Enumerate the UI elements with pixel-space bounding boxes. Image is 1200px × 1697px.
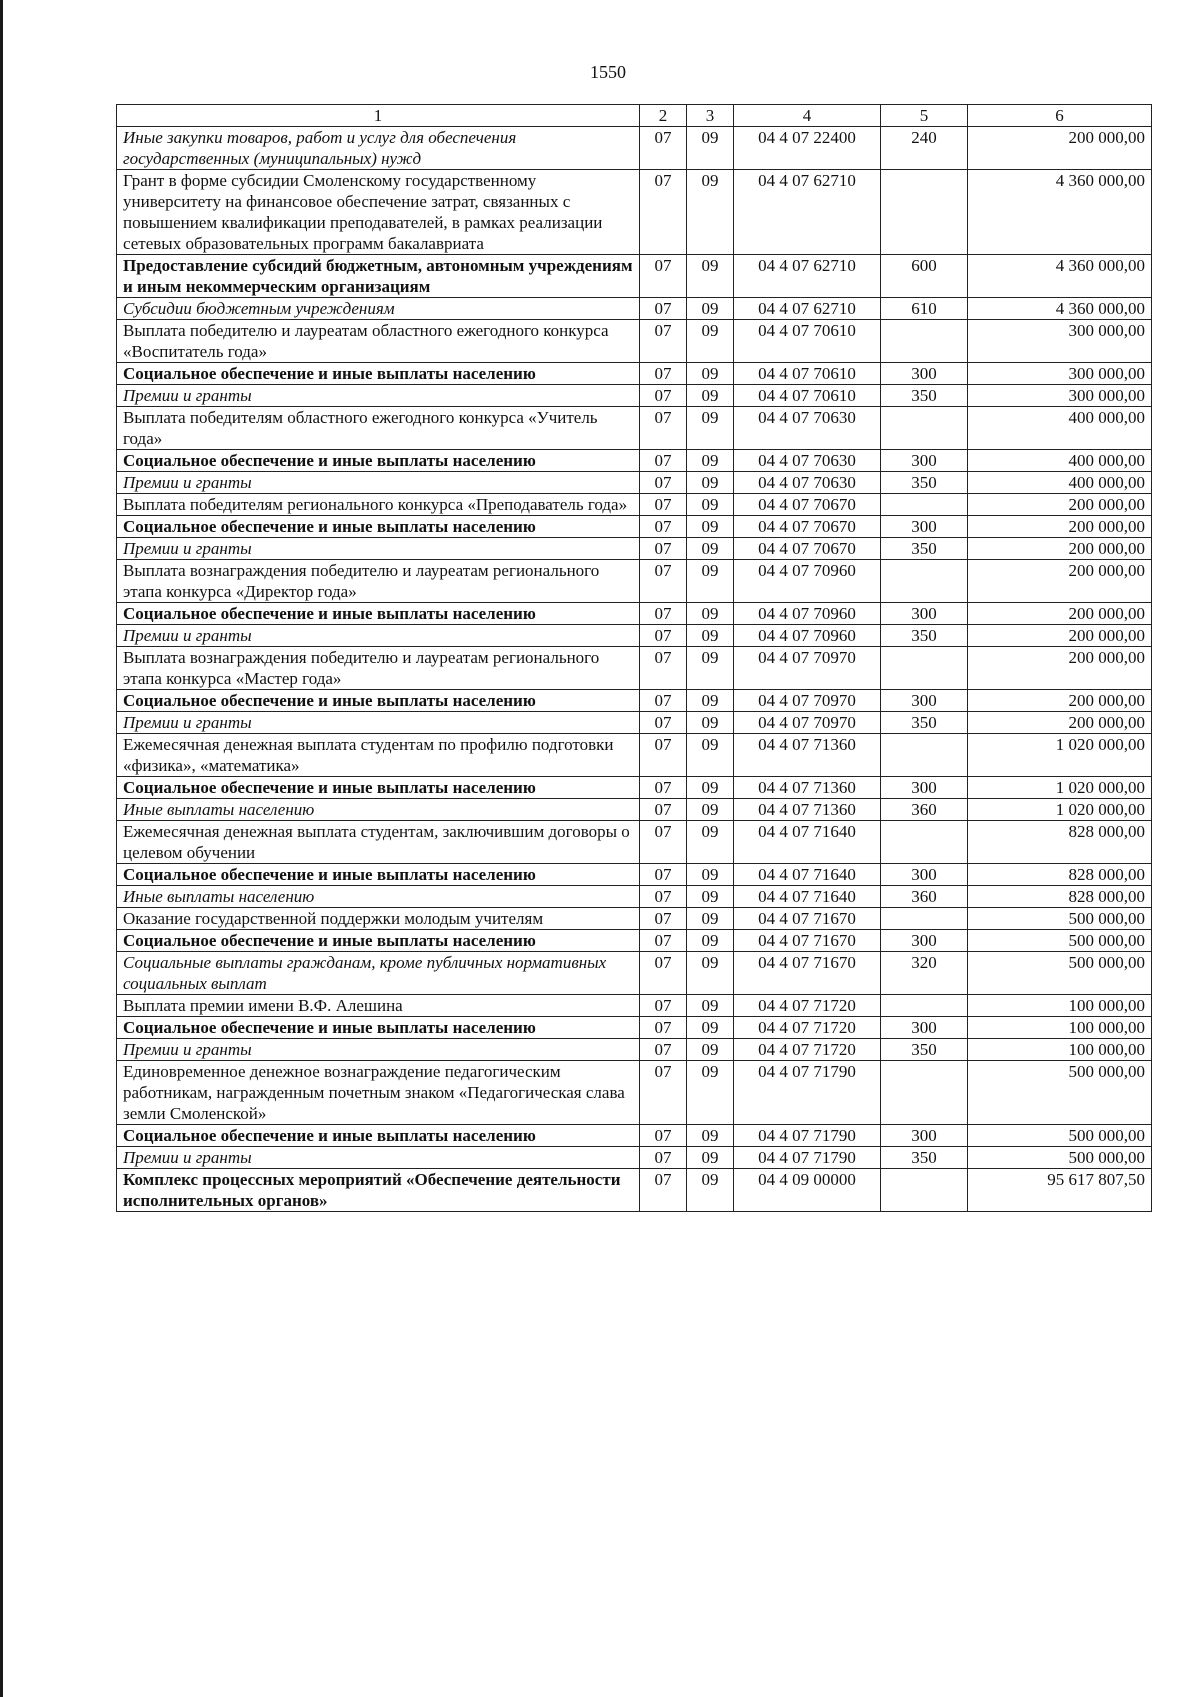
amount-cell: 500 000,00 bbox=[968, 908, 1152, 930]
table-row bbox=[117, 255, 1152, 298]
expense-type-cell: 240 bbox=[881, 127, 968, 170]
table-row bbox=[117, 777, 1152, 799]
amount-cell: 100 000,00 bbox=[968, 995, 1152, 1017]
expense-type-cell bbox=[881, 1169, 968, 1212]
row-name-cell: Выплата премии имени В.Ф. Алешина bbox=[117, 995, 640, 1017]
expense-type-cell bbox=[881, 320, 968, 363]
target-article-cell: 04 4 07 62710 bbox=[734, 298, 881, 320]
target-article-cell: 04 4 07 70960 bbox=[734, 625, 881, 647]
amount-cell: 200 000,00 bbox=[968, 603, 1152, 625]
table-row bbox=[117, 450, 1152, 472]
row-name-cell: Выплата победителю и лауреатам областного ежегодного конкурса «Воспитатель года» bbox=[117, 320, 640, 363]
amount-cell: 300 000,00 bbox=[968, 320, 1152, 363]
row-name-cell: Выплата вознаграждения победителю и лауреатам регионального этапа конкурса «Мастер года» bbox=[117, 647, 640, 690]
target-article-cell: 04 4 07 71670 bbox=[734, 952, 881, 995]
section-code-cell: 07 bbox=[640, 712, 687, 734]
target-article-cell: 04 4 09 00000 bbox=[734, 1169, 881, 1212]
subsection-code-cell: 09 bbox=[687, 363, 734, 385]
table-row bbox=[117, 1061, 1152, 1125]
table-row bbox=[117, 886, 1152, 908]
scan-edge bbox=[0, 0, 3, 1697]
row-name-cell: Социальное обеспечение и иные выплаты населению bbox=[117, 603, 640, 625]
subsection-code-cell: 09 bbox=[687, 886, 734, 908]
header-cell: 3 bbox=[687, 105, 734, 127]
amount-cell: 200 000,00 bbox=[968, 560, 1152, 603]
row-name-cell: Премии и гранты bbox=[117, 538, 640, 560]
expense-type-cell: 350 bbox=[881, 625, 968, 647]
table-row bbox=[117, 494, 1152, 516]
section-code-cell: 07 bbox=[640, 538, 687, 560]
table-row bbox=[117, 516, 1152, 538]
amount-cell: 200 000,00 bbox=[968, 516, 1152, 538]
subsection-code-cell: 09 bbox=[687, 995, 734, 1017]
subsection-code-cell: 09 bbox=[687, 777, 734, 799]
section-code-cell: 07 bbox=[640, 647, 687, 690]
section-code-cell: 07 bbox=[640, 363, 687, 385]
target-article-cell: 04 4 07 70670 bbox=[734, 494, 881, 516]
table-row bbox=[117, 320, 1152, 363]
table-row bbox=[117, 1017, 1152, 1039]
row-name-cell: Ежемесячная денежная выплата студентам, заключившим договоры о целевом обучении bbox=[117, 821, 640, 864]
target-article-cell: 04 4 07 71790 bbox=[734, 1125, 881, 1147]
amount-cell: 500 000,00 bbox=[968, 1147, 1152, 1169]
target-article-cell: 04 4 07 70630 bbox=[734, 472, 881, 494]
expense-type-cell: 610 bbox=[881, 298, 968, 320]
subsection-code-cell: 09 bbox=[687, 603, 734, 625]
target-article-cell: 04 4 07 70630 bbox=[734, 450, 881, 472]
target-article-cell: 04 4 07 71640 bbox=[734, 821, 881, 864]
amount-cell: 400 000,00 bbox=[968, 450, 1152, 472]
row-name-cell: Премии и гранты bbox=[117, 472, 640, 494]
expense-type-cell: 300 bbox=[881, 516, 968, 538]
table-row bbox=[117, 560, 1152, 603]
section-code-cell: 07 bbox=[640, 320, 687, 363]
expense-type-cell: 350 bbox=[881, 1147, 968, 1169]
subsection-code-cell: 09 bbox=[687, 821, 734, 864]
table-row bbox=[117, 1039, 1152, 1061]
expense-type-cell: 350 bbox=[881, 472, 968, 494]
amount-cell: 95 617 807,50 bbox=[968, 1169, 1152, 1212]
section-code-cell: 07 bbox=[640, 886, 687, 908]
table-row bbox=[117, 1169, 1152, 1212]
target-article-cell: 04 4 07 71720 bbox=[734, 995, 881, 1017]
subsection-code-cell: 09 bbox=[687, 407, 734, 450]
row-name-cell: Социальное обеспечение и иные выплаты населению bbox=[117, 1017, 640, 1039]
table-row bbox=[117, 603, 1152, 625]
subsection-code-cell: 09 bbox=[687, 734, 734, 777]
header-cell: 1 bbox=[117, 105, 640, 127]
amount-cell: 200 000,00 bbox=[968, 538, 1152, 560]
header-cell: 4 bbox=[734, 105, 881, 127]
target-article-cell: 04 4 07 71720 bbox=[734, 1017, 881, 1039]
subsection-code-cell: 09 bbox=[687, 908, 734, 930]
table-row bbox=[117, 821, 1152, 864]
table-header-row bbox=[117, 105, 1152, 127]
subsection-code-cell: 09 bbox=[687, 516, 734, 538]
subsection-code-cell: 09 bbox=[687, 712, 734, 734]
table-row bbox=[117, 407, 1152, 450]
expense-type-cell bbox=[881, 407, 968, 450]
amount-cell: 100 000,00 bbox=[968, 1017, 1152, 1039]
table-row bbox=[117, 1147, 1152, 1169]
section-code-cell: 07 bbox=[640, 799, 687, 821]
section-code-cell: 07 bbox=[640, 1147, 687, 1169]
expense-type-cell: 300 bbox=[881, 690, 968, 712]
expense-type-cell: 300 bbox=[881, 864, 968, 886]
subsection-code-cell: 09 bbox=[687, 538, 734, 560]
row-name-cell: Социальное обеспечение и иные выплаты населению bbox=[117, 930, 640, 952]
row-name-cell: Грант в форме субсидии Смоленскому государственному университету на финансовое обеспечение затрат, связанных с повышением квалификации преподавателей, в рамках реализации сетевых образовательных программ бакалавриата bbox=[117, 170, 640, 255]
target-article-cell: 04 4 07 71360 bbox=[734, 734, 881, 777]
target-article-cell: 04 4 07 71640 bbox=[734, 886, 881, 908]
table-row bbox=[117, 127, 1152, 170]
expense-type-cell: 360 bbox=[881, 886, 968, 908]
table-body bbox=[117, 105, 1152, 1212]
expense-type-cell bbox=[881, 908, 968, 930]
amount-cell: 200 000,00 bbox=[968, 712, 1152, 734]
subsection-code-cell: 09 bbox=[687, 1147, 734, 1169]
section-code-cell: 07 bbox=[640, 952, 687, 995]
amount-cell: 828 000,00 bbox=[968, 821, 1152, 864]
table-row bbox=[117, 538, 1152, 560]
amount-cell: 200 000,00 bbox=[968, 690, 1152, 712]
subsection-code-cell: 09 bbox=[687, 1039, 734, 1061]
target-article-cell: 04 4 07 70970 bbox=[734, 647, 881, 690]
target-article-cell: 04 4 07 71360 bbox=[734, 799, 881, 821]
subsection-code-cell: 09 bbox=[687, 625, 734, 647]
row-name-cell: Социальные выплаты гражданам, кроме публичных нормативных социальных выплат bbox=[117, 952, 640, 995]
section-code-cell: 07 bbox=[640, 385, 687, 407]
expense-type-cell: 300 bbox=[881, 1017, 968, 1039]
table-row bbox=[117, 712, 1152, 734]
section-code-cell: 07 bbox=[640, 734, 687, 777]
table-row bbox=[117, 472, 1152, 494]
section-code-cell: 07 bbox=[640, 995, 687, 1017]
amount-cell: 1 020 000,00 bbox=[968, 734, 1152, 777]
subsection-code-cell: 09 bbox=[687, 690, 734, 712]
row-name-cell: Субсидии бюджетным учреждениям bbox=[117, 298, 640, 320]
section-code-cell: 07 bbox=[640, 560, 687, 603]
row-name-cell: Социальное обеспечение и иные выплаты населению bbox=[117, 450, 640, 472]
row-name-cell: Социальное обеспечение и иные выплаты населению bbox=[117, 777, 640, 799]
subsection-code-cell: 09 bbox=[687, 472, 734, 494]
expense-type-cell bbox=[881, 647, 968, 690]
subsection-code-cell: 09 bbox=[687, 255, 734, 298]
amount-cell: 200 000,00 bbox=[968, 647, 1152, 690]
expense-type-cell: 350 bbox=[881, 385, 968, 407]
amount-cell: 400 000,00 bbox=[968, 472, 1152, 494]
section-code-cell: 07 bbox=[640, 450, 687, 472]
target-article-cell: 04 4 07 70610 bbox=[734, 320, 881, 363]
section-code-cell: 07 bbox=[640, 516, 687, 538]
row-name-cell: Оказание государственной поддержки молодым учителям bbox=[117, 908, 640, 930]
row-name-cell: Социальное обеспечение и иные выплаты населению bbox=[117, 1125, 640, 1147]
expense-type-cell bbox=[881, 995, 968, 1017]
row-name-cell: Выплата вознаграждения победителю и лауреатам регионального этапа конкурса «Директор года» bbox=[117, 560, 640, 603]
expense-type-cell: 300 bbox=[881, 930, 968, 952]
target-article-cell: 04 4 07 70670 bbox=[734, 538, 881, 560]
amount-cell: 4 360 000,00 bbox=[968, 298, 1152, 320]
header-cell: 5 bbox=[881, 105, 968, 127]
amount-cell: 200 000,00 bbox=[968, 494, 1152, 516]
amount-cell: 400 000,00 bbox=[968, 407, 1152, 450]
table-row bbox=[117, 864, 1152, 886]
row-name-cell: Социальное обеспечение и иные выплаты населению bbox=[117, 516, 640, 538]
subsection-code-cell: 09 bbox=[687, 1125, 734, 1147]
amount-cell: 200 000,00 bbox=[968, 127, 1152, 170]
amount-cell: 500 000,00 bbox=[968, 952, 1152, 995]
target-article-cell: 04 4 07 62710 bbox=[734, 255, 881, 298]
section-code-cell: 07 bbox=[640, 407, 687, 450]
section-code-cell: 07 bbox=[640, 1017, 687, 1039]
target-article-cell: 04 4 07 62710 bbox=[734, 170, 881, 255]
row-name-cell: Социальное обеспечение и иные выплаты населению bbox=[117, 864, 640, 886]
row-name-cell: Премии и гранты bbox=[117, 385, 640, 407]
subsection-code-cell: 09 bbox=[687, 1169, 734, 1212]
row-name-cell: Иные выплаты населению bbox=[117, 799, 640, 821]
target-article-cell: 04 4 07 71790 bbox=[734, 1061, 881, 1125]
row-name-cell: Иные закупки товаров, работ и услуг для обеспечения государственных (муниципальных) нужд bbox=[117, 127, 640, 170]
amount-cell: 4 360 000,00 bbox=[968, 255, 1152, 298]
section-code-cell: 07 bbox=[640, 127, 687, 170]
expense-type-cell: 350 bbox=[881, 1039, 968, 1061]
section-code-cell: 07 bbox=[640, 625, 687, 647]
expense-type-cell bbox=[881, 494, 968, 516]
section-code-cell: 07 bbox=[640, 1061, 687, 1125]
table-row bbox=[117, 734, 1152, 777]
expense-type-cell: 320 bbox=[881, 952, 968, 995]
section-code-cell: 07 bbox=[640, 1125, 687, 1147]
subsection-code-cell: 09 bbox=[687, 1061, 734, 1125]
table-row bbox=[117, 625, 1152, 647]
row-name-cell: Премии и гранты bbox=[117, 1147, 640, 1169]
table-row bbox=[117, 799, 1152, 821]
expense-type-cell: 300 bbox=[881, 363, 968, 385]
section-code-cell: 07 bbox=[640, 821, 687, 864]
amount-cell: 828 000,00 bbox=[968, 864, 1152, 886]
row-name-cell: Иные выплаты населению bbox=[117, 886, 640, 908]
amount-cell: 1 020 000,00 bbox=[968, 799, 1152, 821]
expense-type-cell: 300 bbox=[881, 603, 968, 625]
table-row bbox=[117, 1125, 1152, 1147]
subsection-code-cell: 09 bbox=[687, 298, 734, 320]
budget-table bbox=[116, 104, 1152, 1212]
header-cell: 6 bbox=[968, 105, 1152, 127]
target-article-cell: 04 4 07 70670 bbox=[734, 516, 881, 538]
section-code-cell: 07 bbox=[640, 472, 687, 494]
section-code-cell: 07 bbox=[640, 255, 687, 298]
target-article-cell: 04 4 07 70960 bbox=[734, 603, 881, 625]
table-row bbox=[117, 908, 1152, 930]
section-code-cell: 07 bbox=[640, 930, 687, 952]
row-name-cell: Премии и гранты bbox=[117, 712, 640, 734]
target-article-cell: 04 4 07 71670 bbox=[734, 930, 881, 952]
target-article-cell: 04 4 07 70970 bbox=[734, 712, 881, 734]
subsection-code-cell: 09 bbox=[687, 320, 734, 363]
section-code-cell: 07 bbox=[640, 1039, 687, 1061]
table-row bbox=[117, 363, 1152, 385]
subsection-code-cell: 09 bbox=[687, 1017, 734, 1039]
target-article-cell: 04 4 07 70960 bbox=[734, 560, 881, 603]
expense-type-cell bbox=[881, 560, 968, 603]
subsection-code-cell: 09 bbox=[687, 647, 734, 690]
table-row bbox=[117, 930, 1152, 952]
target-article-cell: 04 4 07 71670 bbox=[734, 908, 881, 930]
subsection-code-cell: 09 bbox=[687, 560, 734, 603]
target-article-cell: 04 4 07 71790 bbox=[734, 1147, 881, 1169]
section-code-cell: 07 bbox=[640, 170, 687, 255]
subsection-code-cell: 09 bbox=[687, 864, 734, 886]
subsection-code-cell: 09 bbox=[687, 385, 734, 407]
expense-type-cell: 360 bbox=[881, 799, 968, 821]
expense-type-cell: 350 bbox=[881, 712, 968, 734]
expense-type-cell: 300 bbox=[881, 777, 968, 799]
subsection-code-cell: 09 bbox=[687, 494, 734, 516]
subsection-code-cell: 09 bbox=[687, 127, 734, 170]
subsection-code-cell: 09 bbox=[687, 450, 734, 472]
section-code-cell: 07 bbox=[640, 908, 687, 930]
row-name-cell: Премии и гранты bbox=[117, 625, 640, 647]
target-article-cell: 04 4 07 22400 bbox=[734, 127, 881, 170]
expense-type-cell bbox=[881, 821, 968, 864]
table-row bbox=[117, 170, 1152, 255]
amount-cell: 828 000,00 bbox=[968, 886, 1152, 908]
expense-type-cell: 600 bbox=[881, 255, 968, 298]
table-row bbox=[117, 298, 1152, 320]
section-code-cell: 07 bbox=[640, 494, 687, 516]
subsection-code-cell: 09 bbox=[687, 930, 734, 952]
amount-cell: 300 000,00 bbox=[968, 385, 1152, 407]
row-name-cell: Социальное обеспечение и иные выплаты населению bbox=[117, 690, 640, 712]
amount-cell: 500 000,00 bbox=[968, 1061, 1152, 1125]
row-name-cell: Выплата победителям областного ежегодного конкурса «Учитель года» bbox=[117, 407, 640, 450]
section-code-cell: 07 bbox=[640, 298, 687, 320]
expense-type-cell: 350 bbox=[881, 538, 968, 560]
amount-cell: 4 360 000,00 bbox=[968, 170, 1152, 255]
target-article-cell: 04 4 07 70630 bbox=[734, 407, 881, 450]
section-code-cell: 07 bbox=[640, 777, 687, 799]
target-article-cell: 04 4 07 71640 bbox=[734, 864, 881, 886]
subsection-code-cell: 09 bbox=[687, 170, 734, 255]
amount-cell: 1 020 000,00 bbox=[968, 777, 1152, 799]
table-row bbox=[117, 647, 1152, 690]
table-row bbox=[117, 690, 1152, 712]
target-article-cell: 04 4 07 70610 bbox=[734, 385, 881, 407]
row-name-cell: Социальное обеспечение и иные выплаты населению bbox=[117, 363, 640, 385]
target-article-cell: 04 4 07 70970 bbox=[734, 690, 881, 712]
section-code-cell: 07 bbox=[640, 1169, 687, 1212]
amount-cell: 100 000,00 bbox=[968, 1039, 1152, 1061]
table-row bbox=[117, 995, 1152, 1017]
section-code-cell: 07 bbox=[640, 603, 687, 625]
section-code-cell: 07 bbox=[640, 864, 687, 886]
section-code-cell: 07 bbox=[640, 690, 687, 712]
subsection-code-cell: 09 bbox=[687, 952, 734, 995]
row-name-cell: Ежемесячная денежная выплата студентам по профилю подготовки «физика», «математика» bbox=[117, 734, 640, 777]
subsection-code-cell: 09 bbox=[687, 799, 734, 821]
table-row bbox=[117, 385, 1152, 407]
expense-type-cell bbox=[881, 170, 968, 255]
target-article-cell: 04 4 07 71360 bbox=[734, 777, 881, 799]
target-article-cell: 04 4 07 70610 bbox=[734, 363, 881, 385]
expense-type-cell bbox=[881, 734, 968, 777]
expense-type-cell: 300 bbox=[881, 450, 968, 472]
amount-cell: 300 000,00 bbox=[968, 363, 1152, 385]
amount-cell: 200 000,00 bbox=[968, 625, 1152, 647]
target-article-cell: 04 4 07 71720 bbox=[734, 1039, 881, 1061]
expense-type-cell: 300 bbox=[881, 1125, 968, 1147]
table-row bbox=[117, 952, 1152, 995]
row-name-cell: Единовременное денежное вознаграждение педагогическим работникам, награжденным почетным знаком «Педагогическая слава земли Смоленской» bbox=[117, 1061, 640, 1125]
expense-type-cell bbox=[881, 1061, 968, 1125]
page-number: 1550 bbox=[590, 62, 626, 82]
amount-cell: 500 000,00 bbox=[968, 1125, 1152, 1147]
row-name-cell: Выплата победителям регионального конкурса «Преподаватель года» bbox=[117, 494, 640, 516]
amount-cell: 500 000,00 bbox=[968, 930, 1152, 952]
row-name-cell: Предоставление субсидий бюджетным, автономным учреждениям и иным некоммерческим организациям bbox=[117, 255, 640, 298]
row-name-cell: Комплекс процессных мероприятий «Обеспечение деятельности исполнительных органов» bbox=[117, 1169, 640, 1212]
header-cell: 2 bbox=[640, 105, 687, 127]
row-name-cell: Премии и гранты bbox=[117, 1039, 640, 1061]
